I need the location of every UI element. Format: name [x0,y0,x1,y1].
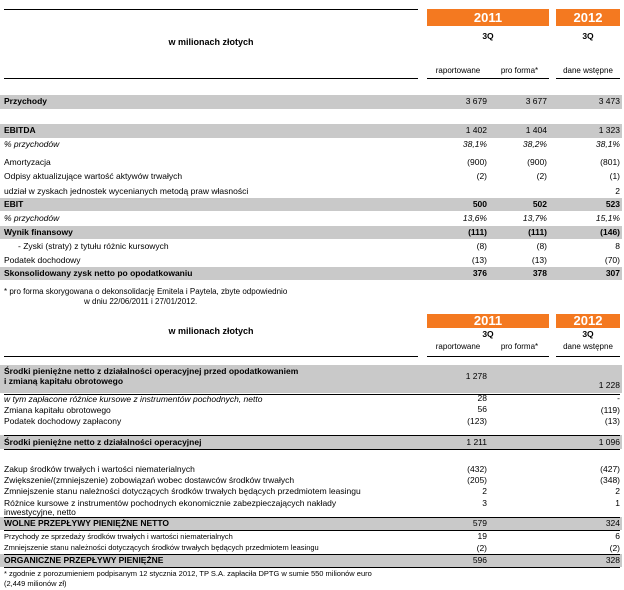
cell: 1 096 [598,437,620,447]
col-header-proforma: pro forma* [500,342,539,351]
cell: 376 [472,268,487,278]
cell: (119) [600,405,620,415]
row-label: Odpisy aktualizujące wartość aktywów trwałych [4,171,183,181]
year-2011-header: 2011 [427,314,549,328]
cell: (2) [476,171,487,181]
cell: 328 [605,555,620,565]
row-label: Różnice kursowe z instrumentów pochodnych ekonomicznie zabezpieczających nakłady [4,498,337,508]
cell: 1 228 [598,380,620,390]
cell: 56 [477,404,487,414]
cell: 28 [477,393,487,403]
col-header-reported: raportowane [435,66,481,75]
cell: (900) [467,157,487,167]
table-title: w milionach złotych [168,37,254,47]
cell: (13) [531,255,547,265]
row-label: % przychodów [4,213,60,223]
cell: (8) [476,241,487,251]
cell: (801) [600,157,620,167]
period-2012: 3Q [582,329,594,339]
cell: (13) [471,255,487,265]
row-label: Zmniejszenie stanu należności dotyczących środków trwałych będących przedmiotem leasingu [4,543,319,552]
period-2011: 3Q [482,329,494,339]
cell: (111) [468,227,487,237]
row-label: % przychodów [4,139,60,149]
cell: (348) [600,475,620,485]
cell: 1 402 [465,125,487,135]
footnote: (2,449 milionów zł) [4,579,67,588]
cell: 1 [615,498,620,508]
cell: 324 [605,518,620,528]
cell: 3 679 [465,96,487,106]
cell: (111) [528,227,547,237]
cell: 500 [472,199,487,209]
cell: 596 [472,555,487,565]
cell: 13,7% [522,213,547,223]
cell: 13,6% [462,213,487,223]
footnote: w dniu 22/06/2011 i 27/01/2012. [84,297,198,306]
cell: 3 677 [525,96,547,106]
row-label: Podatek dochodowy zapłacony [4,416,122,426]
cashflow-table [0,310,624,590]
col-header-preliminary: dane wstępne [563,342,613,351]
table-title: w milionach złotych [168,326,254,336]
year-2012-header: 2012 [556,9,620,26]
cell: 2 [482,486,487,496]
cell: (2) [476,543,487,553]
row-label: w tym zapłacone różnice kursowe z instrumentów pochodnych, netto [4,394,263,404]
cell: 1 278 [465,371,487,381]
row-label: Zakup środków trwałych i wartości niematerialnych [4,464,195,474]
row-label: EBITDA [4,125,36,135]
cell: (205) [467,475,487,485]
cell: 8 [615,241,620,251]
row-label: Środki pieniężne netto z działalności operacyjnej przed opodatkowaniem [4,366,299,376]
cell: (70) [604,255,620,265]
cell: 378 [532,268,547,278]
period-2012: 3Q [582,31,594,41]
cell: 38,1% [462,139,487,149]
cell: 38,2% [522,139,547,149]
cell: 1 323 [598,125,620,135]
cell: 502 [532,199,547,209]
col-header-preliminary: dane wstępne [563,66,613,75]
row-label: inwestycyjne, netto [4,507,76,517]
row-label: Skonsolidowany zysk netto po opodatkowaniu [4,268,193,278]
cell: (123) [467,416,487,426]
cell: 307 [605,268,620,278]
row-label: EBIT [4,199,24,209]
col-header-proforma: pro forma* [500,66,539,75]
cell: (2) [536,171,547,181]
cell: 1 404 [525,125,547,135]
cell: (146) [600,227,620,237]
row-label: Przychody [4,96,47,106]
row-label: Zwiększenie/(zmniejszenie) zobowiązań wobec dostawców środków trwałych [4,475,295,485]
row-label: udział w zyskach jednostek wycenianych metodą praw własności [4,186,249,196]
cell: 3 [482,498,487,508]
row-label: - Zyski (straty) z tytułu różnic kursowych [18,241,169,251]
cell: 19 [477,531,487,541]
cell: (900) [527,157,547,167]
footnote: * pro forma skorygowana o dekonsolidację Emitela i Paytela, zbyte odpowiednio [4,287,288,296]
cell: 2 [615,186,620,196]
row-label: Amortyzacja [4,157,51,167]
cell: 38,1% [595,139,620,149]
cell: 1 211 [466,437,487,447]
row-label: ORGANICZNE PRZEPŁYWY PIENIĘŻNE [4,555,164,565]
cell: 3 473 [598,96,620,106]
cell: 6 [615,531,620,541]
year-2011-header: 2011 [427,9,549,26]
cell: (1) [609,171,620,181]
cell: (13) [604,416,620,426]
row-label: Podatek dochodowy [4,255,81,265]
row-label: WOLNE PRZEPŁYWY PIENIĘŻNE NETTO [4,518,169,528]
row-label: Wynik finansowy [4,227,73,237]
cell: (427) [600,464,620,474]
row-label: Przychody ze sprzedaży środków trwałych i wartości niematerialnych [4,532,233,541]
row-label: Zmniejszenie stanu należności dotyczących środków trwałych będących przedmiotem leasingu [4,486,361,496]
cell: (432) [467,464,487,474]
row-label: Zmiana kapitału obrotowego [4,405,111,415]
cell: 523 [605,199,620,209]
cell: (2) [609,543,620,553]
cell: 15,1% [595,213,620,223]
row-label: Środki pieniężne netto z działalności operacyjnej [4,437,202,447]
col-header-reported: raportowane [435,342,481,351]
cell: (8) [536,241,547,251]
cell: 2 [615,486,620,496]
row-label: i zmianą kapitału obrotowego [4,376,124,386]
cell: 579 [472,518,487,528]
cell: - [617,393,620,403]
period-2011: 3Q [482,31,494,41]
year-2012-header: 2012 [556,314,620,328]
footnote: * zgodnie z porozumieniem podpisanym 12 stycznia 2012, TP S.A. zapłaciła DPTG w sumie 550 milionów euro [4,569,372,578]
